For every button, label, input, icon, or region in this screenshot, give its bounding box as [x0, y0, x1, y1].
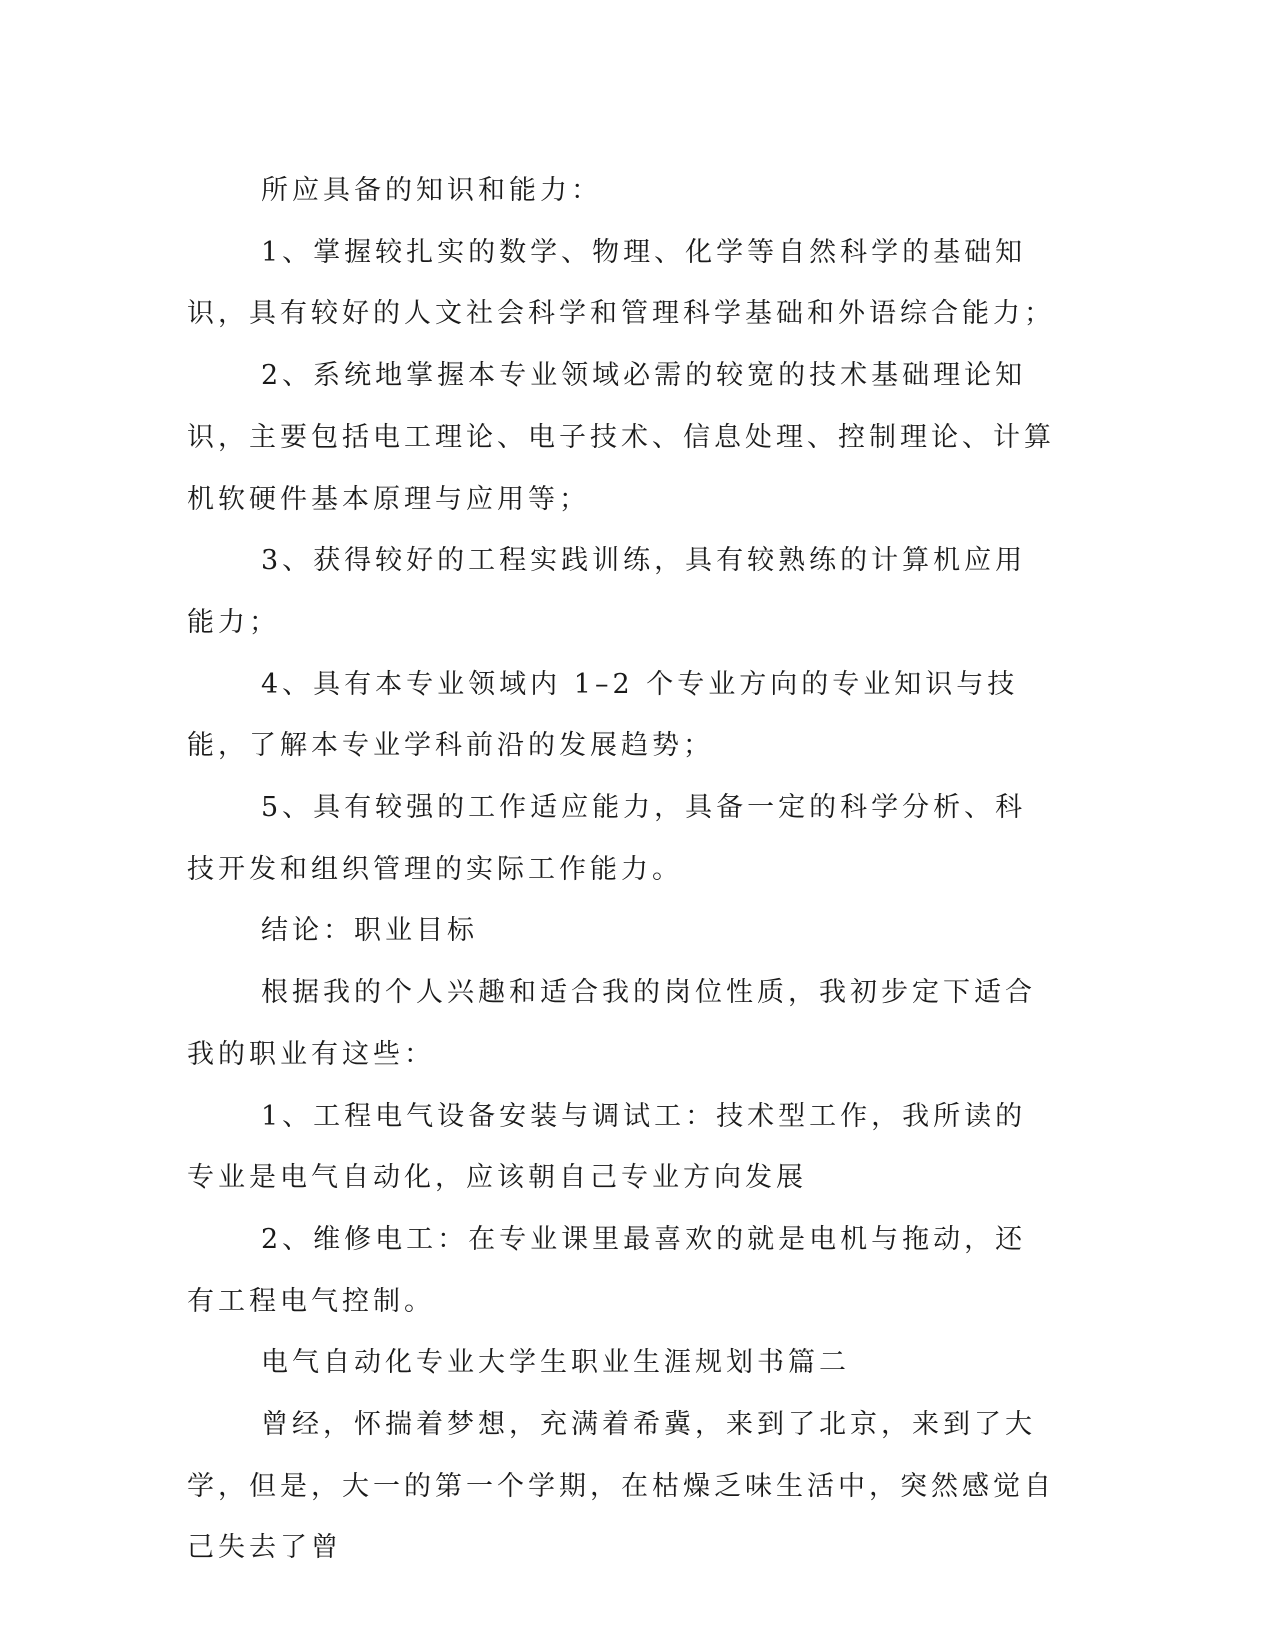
section-title: 电气自动化专业大学生职业生涯规划书篇二: [261, 1347, 850, 1379]
paragraph-item-3: 3、获得较好的工程实践训练，具有较熟练的计算机应用能力；: [187, 545, 1027, 638]
paragraph-item-2: 2、系统地掌握本专业领域必需的较宽的技术基础理论知识，主要包括电工理论、电子技术、信息处理、控制理论、计算机软硬件基本原理与应用等；: [187, 360, 1055, 515]
paragraph-item-1: 1、掌握较扎实的数学、物理、化学等自然科学的基础知识，具有较好的人文社会科学和管理科学基础和外语综合能力；: [187, 236, 1055, 330]
paragraph-conclusion-intro: 根据我的个人兴趣和适合我的岗位性质，我初步定下适合我的职业有这些：: [187, 977, 1036, 1070]
paragraph-knowledge-heading: 所应具备的知识和能力：: [261, 175, 602, 206]
paragraph-item-4: 4、具有本专业领域内 1–2 个专业方向的专业知识与技能，了解本专业学科前沿的发展趋势；: [187, 668, 1019, 762]
paragraph-career-1: 1、工程电气设备安装与调试工：技术型工作，我所读的专业是电气自动化，应该朝自己专业方向发展: [187, 1100, 1027, 1194]
paragraph-conclusion-heading: 结论：职业目标: [261, 915, 478, 947]
paragraph-career-2: 2、维修电工：在专业课里最喜欢的就是电机与拖动，还有工程电气控制。: [187, 1223, 1027, 1317]
document-body: [187, 160, 1057, 1579]
paragraph-item-5: 5、具有较强的工作适应能力，具备一定的科学分析、科技开发和组织管理的实际工作能力。: [187, 792, 1027, 885]
paragraph-section-intro: 曾经，怀揣着梦想，充满着希冀，来到了北京，来到了大学，但是，大一的第一个学期，在枯燥乏味生活中，突然感觉自己失去了曾: [187, 1409, 1055, 1564]
